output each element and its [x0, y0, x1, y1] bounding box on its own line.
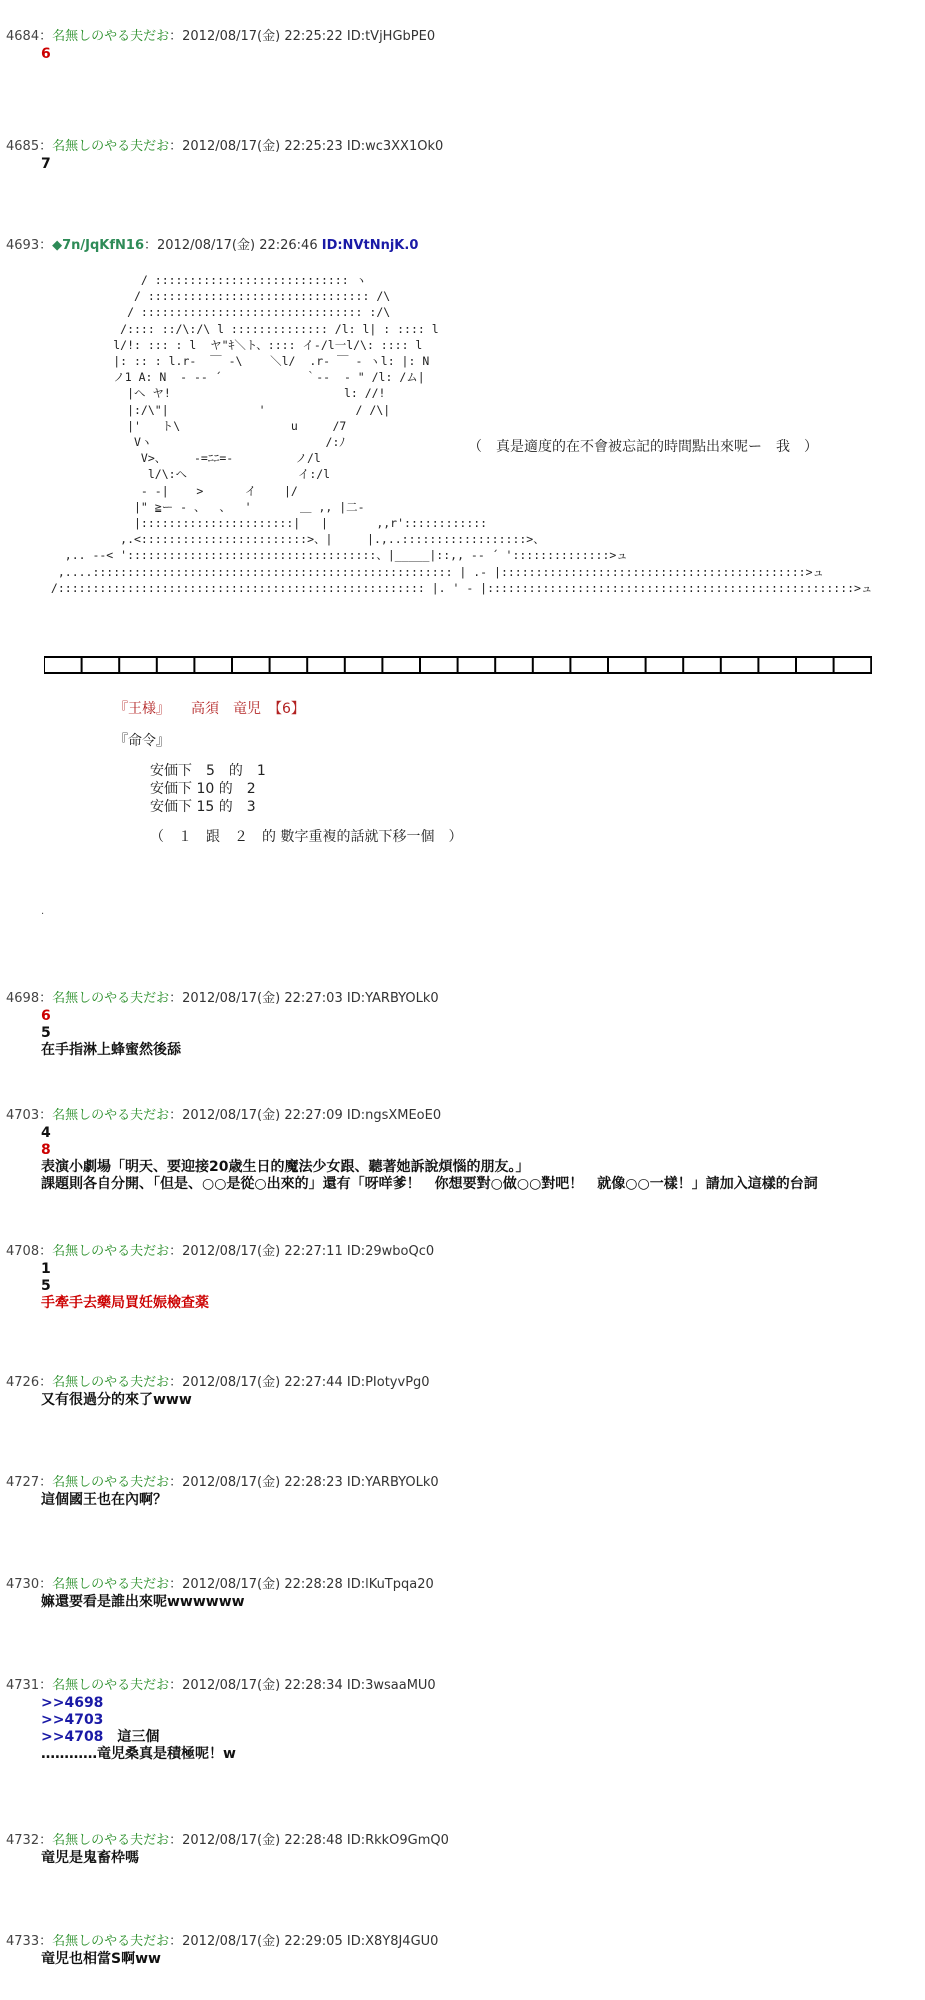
post-text: 這三個 [103, 1729, 160, 1745]
poster-id[interactable]: ID:YARBYOLk0 [346, 1475, 439, 1490]
separator: ： [39, 1244, 53, 1259]
post-header [0, 28, 925, 46]
separator: ： [39, 29, 53, 44]
post-line [41, 1295, 925, 1312]
post-line [41, 1025, 925, 1042]
poster-name[interactable]: 名無しのやる夫だお [52, 1577, 170, 1592]
post-text: 8 [41, 1142, 51, 1158]
post-date: ：2012/08/17(金) 22:27:11 [169, 1244, 343, 1259]
reply-anchor[interactable]: >>4698 [41, 1695, 104, 1711]
post-body [0, 156, 925, 173]
post-header [0, 1677, 925, 1695]
poster-name[interactable]: 名無しのやる夫だお [52, 991, 170, 1006]
reply-anchor-line [41, 1729, 925, 1746]
post-number[interactable]: 4703 [6, 1108, 40, 1123]
post-line [41, 1951, 925, 1968]
poster-name[interactable]: 名無しのやる夫だお [52, 1833, 170, 1848]
order-note: （ １ 跟 ２ 的 數字重複的話就下移一個 ） [150, 829, 463, 845]
post [0, 1243, 925, 1312]
post-line [41, 1392, 925, 1409]
post-text: ‥‥‥‥‥‥竜児桑真是積極呢！w [41, 1746, 236, 1762]
post-header [0, 990, 925, 1008]
post-text: 課題則各自分開、「但是、○○是從○出來的」還有「呀咩爹！ 你想要對○做○○對吧！ 就像○○一樣！」請加入這樣的台詞 [41, 1176, 818, 1192]
poster-id[interactable]: ID:PIotyvPg0 [346, 1375, 430, 1390]
separator: ： [39, 991, 53, 1006]
post [0, 1933, 925, 1968]
order-line: 安価下 10 的 2 [150, 781, 256, 797]
poster-id[interactable]: ID:3wsaaMU0 [346, 1678, 436, 1693]
post-line [41, 1176, 925, 1193]
post-text: 5 [41, 1025, 51, 1041]
main-post [0, 237, 925, 255]
post-text: 6 [41, 1008, 51, 1024]
order-block [114, 700, 462, 846]
order-title: 『王様』 高須 竜児 【6】 [114, 701, 305, 717]
post-line [41, 1142, 925, 1159]
dot-mark: . [41, 906, 45, 917]
post-number[interactable]: 4727 [6, 1475, 40, 1490]
poster-name[interactable]: 名無しのやる夫だお [52, 1244, 170, 1259]
post-date: ：2012/08/17(金) 22:28:28 [169, 1577, 343, 1592]
poster-id[interactable]: ID:lKuTpqa20 [346, 1577, 434, 1592]
post [0, 990, 925, 1059]
poster-name[interactable]: 名無しのやる夫だお [52, 1934, 170, 1949]
post-text: 7 [41, 156, 51, 172]
poster-name[interactable]: 名無しのやる夫だお [52, 139, 170, 154]
post-date: ：2012/08/17(金) 22:28:23 [169, 1475, 343, 1490]
post-date: ：2012/08/17(金) 22:28:48 [169, 1833, 343, 1848]
post [0, 1677, 925, 1763]
post-text: 又有很過分的來了www [41, 1392, 192, 1408]
ruler-divider [44, 656, 872, 674]
post-number[interactable]: 4731 [6, 1678, 40, 1693]
post-body [0, 1492, 925, 1509]
separator: ： [39, 1375, 53, 1390]
post-header [0, 138, 925, 156]
post-date: ：2012/08/17(金) 22:25:23 [169, 139, 343, 154]
post-body [0, 1951, 925, 1968]
post-line [41, 1278, 925, 1295]
post-line [41, 1008, 925, 1025]
post-header: 4693：◆7n/JqKfN16：2012/08/17(金) 22:26:46 ID:NVtNnjK.0 [6, 238, 419, 253]
post-number[interactable]: 4684 [6, 29, 40, 44]
post [0, 1832, 925, 1867]
reply-anchor[interactable]: >>4703 [41, 1712, 104, 1728]
post [0, 1107, 925, 1193]
separator: ： [39, 139, 53, 154]
post-text: 嫲還要看是誰出來呢wwwwww [41, 1594, 245, 1610]
order-label: 『命令』 [114, 733, 170, 749]
post-line [41, 1746, 925, 1763]
post-date: ：2012/08/17(金) 22:28:34 [169, 1678, 343, 1693]
post-text: 在手指淋上蜂蜜然後舔 [41, 1042, 181, 1058]
reply-anchor[interactable]: >>4708 [41, 1729, 104, 1745]
separator: ： [39, 1475, 53, 1490]
poster-trip: ◆7n/JqKfN16 [52, 238, 144, 253]
post-number[interactable]: 4708 [6, 1244, 40, 1259]
post-date: ：2012/08/17(金) 22:29:05 [169, 1934, 343, 1949]
post-body [0, 1850, 925, 1867]
post-line [41, 156, 925, 173]
post [0, 1576, 925, 1611]
post-body [0, 1261, 925, 1312]
post-header [0, 1933, 925, 1951]
poster-name[interactable]: 名無しのやる夫だお [52, 29, 170, 44]
post-line [41, 1850, 925, 1867]
post-line [41, 1594, 925, 1611]
post-text: 竜児也相當S啊ww [41, 1951, 161, 1967]
post-body [0, 46, 925, 63]
post [0, 1474, 925, 1509]
post-body [0, 1125, 925, 1193]
poster-id[interactable]: ID:X8Y8J4GU0 [346, 1934, 439, 1949]
post-number[interactable]: 4685 [6, 139, 40, 154]
post-text: 竜児是鬼畜枠嗎 [41, 1850, 139, 1866]
post-date: ：2012/08/17(金) 22:27:44 [169, 1375, 343, 1390]
aside-comment: （ 真是適度的在不會被忘記的時間點出來呢ー 我 ） [468, 439, 818, 455]
ascii-art: / :::::::::::::::::::::::::::: ヽ / :::::::::::::::::::::::::::::::: /\ / :::::::::::::::::::::::::::::::: :/\ /:::: ::/\:/\ l :::::::::::::: /l: l| : :::: l l/!: ::: : l ヤ"ｷ＼ト、:::: イ-/l一l/\: :::: l |: :: : l.r‐ ￣ ‐\ ＼l/ .r‐ ￣ ‐ ヽl: |: N ノ1 A: N ‐ ‐‐ ´ ｀‐‐ ‐ " /l: /ム| |へ ヤ! l: //! |:/\"| ' / /\| |' ト\ u /7 Vヽ /:ﾉ V>、 -=ﾆﾆ=- ノ/l l/\:へ イ:/l ‐ -| > イ |/ |" ≧ー ‐ 、 、 ' ＿ ,, |二‐ |::::::::::::::::::::::| | ,,r':::::::::::: ,.<::::::::::::::::::::::::>、| |.,..::::::::::::::::::>、 ,.. ‐‐< '::::::::::::::::::::::::::::::::::::、|_____|::,, ‐‐ ´ '::::::::::::::>ュ ,....:::::::::::::::::::::::::::::::::::::::::::::::::::: | .- |::::::::::::::::::::::::::::::::::::::::::::>ュ /::::::::::::::::::::::::::::::::::::::::::::::::::::: |. ' - |:::::::::::::::::::::::::::::::::::::::::::::::::::::>ュ [50, 273, 873, 595]
post-header [0, 1474, 925, 1492]
post [0, 28, 925, 63]
order-line: 安価下 15 的 3 [150, 799, 256, 815]
post-body [0, 1695, 925, 1763]
post-text: 6 [41, 46, 51, 62]
post-number[interactable]: 4698 [6, 991, 40, 1006]
post-date: ：2012/08/17(金) 22:25:22 [169, 29, 343, 44]
post-body [0, 1594, 925, 1611]
poster-name[interactable]: 名無しのやる夫だお [52, 1475, 170, 1490]
poster-id[interactable]: ID:RkkO9GmQ0 [346, 1833, 449, 1848]
post-number[interactable]: 4726 [6, 1375, 40, 1390]
post-header [0, 1107, 925, 1125]
post-body [0, 1008, 925, 1059]
post-text: 表演小劇場「明天、要迎接20歳生日的魔法少女跟、聽著她訴說煩惱的朋友。」 [41, 1159, 530, 1175]
post-line [41, 1042, 925, 1059]
post-date: ：2012/08/17(金) 22:27:09 [169, 1108, 343, 1123]
poster-id[interactable]: ID:tVjHGbPE0 [346, 29, 436, 44]
post [0, 1374, 925, 1409]
post-line [41, 1492, 925, 1509]
poster-name[interactable]: 名無しのやる夫だお [52, 1678, 170, 1693]
order-line: 安価下 5 的 1 [150, 763, 266, 779]
separator: ： [39, 1108, 53, 1123]
post-line [41, 46, 925, 63]
poster-id[interactable]: ID:NVtNnjK.0 [321, 238, 419, 253]
reply-anchor-line [41, 1712, 925, 1729]
post-date: ：2012/08/17(金) 22:26:46 [144, 238, 318, 253]
post-text: 4 [41, 1125, 51, 1141]
post-header [0, 1374, 925, 1392]
post-line [41, 1125, 925, 1142]
separator: ： [39, 1833, 53, 1848]
poster-id[interactable]: ID:YARBYOLk0 [346, 991, 439, 1006]
poster-name[interactable]: 名無しのやる夫だお [52, 1375, 170, 1390]
reply-anchor-line [41, 1695, 925, 1712]
post-line [41, 1261, 925, 1278]
poster-id[interactable]: ID:29wboQc0 [346, 1244, 435, 1259]
post-text: 這個國王也在內啊？ [41, 1492, 167, 1508]
post-text: 手牽手去藥局買妊娠檢查薬 [41, 1295, 209, 1311]
poster-id[interactable]: ID:wc3XX1Ok0 [346, 139, 444, 154]
post-date: ：2012/08/17(金) 22:27:03 [169, 991, 343, 1006]
post-number[interactable]: 4732 [6, 1833, 40, 1848]
post-number[interactable]: 4730 [6, 1577, 40, 1592]
post-text: 5 [41, 1278, 51, 1294]
post-body [0, 1392, 925, 1409]
post-number[interactable]: 4733 [6, 1934, 40, 1949]
separator: ： [39, 1934, 53, 1949]
post-header [0, 1243, 925, 1261]
poster-id[interactable]: ID:ngsXMEoE0 [346, 1108, 442, 1123]
post-text: 1 [41, 1261, 51, 1277]
separator: ： [39, 1577, 53, 1592]
post-header [0, 1832, 925, 1850]
post-line [41, 1159, 925, 1176]
poster-name[interactable]: 名無しのやる夫だお [52, 1108, 170, 1123]
post-number[interactable]: 4693 [6, 238, 40, 253]
post-header [0, 1576, 925, 1594]
separator: ： [39, 1678, 53, 1693]
post [0, 138, 925, 173]
